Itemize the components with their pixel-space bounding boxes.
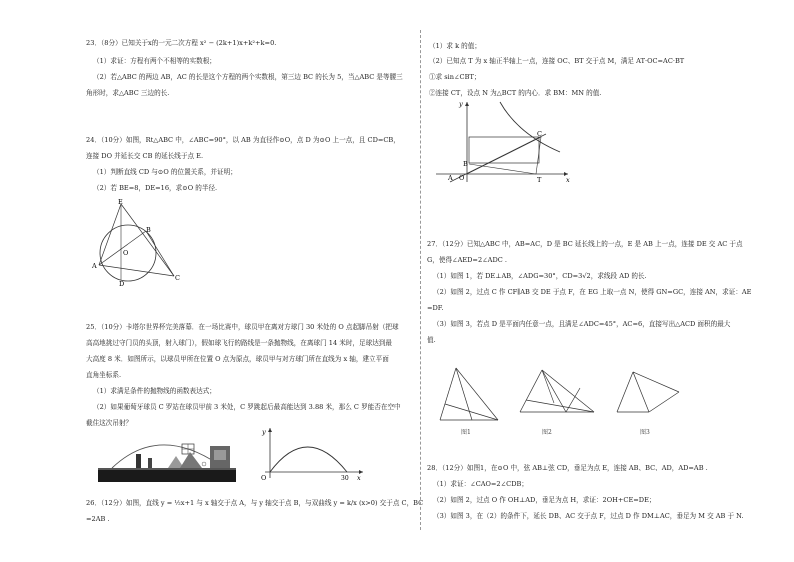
q25-tick-30: 30 <box>341 475 349 482</box>
q23-part2: （2）若△ABC 的两边 AB，AC 的长是这个方程的两个实数根，第三边 BC 的长为 5，当△ABC 是等腰三 <box>93 73 403 81</box>
q27-fig2-label: 图2 <box>542 429 552 436</box>
right-column <box>421 0 794 562</box>
q24-label-C: C <box>175 274 180 282</box>
q24-stem: 24．（10分）如图，Rt△ABC 中，∠ABC=90°，以 AB 为直径作⊙O，点 D 为⊙O 上一点，且 CD=CB， <box>86 136 400 144</box>
q27-fig3-label: 图3 <box>640 429 650 436</box>
q26-part2-b: ②连接 CT，设点 N 为△BCT 的内心．求 BM：MN 的值. <box>429 89 602 97</box>
q27-figure-2 <box>514 366 598 420</box>
q26-label-x: x <box>566 176 570 184</box>
q26-stem: 26．（12分）如图，直线 y = ½x+1 与 x 轴交于点 A，与 y 轴交于点 B，与双曲线 y = k/x (x>0) 交于点 C，BC <box>86 499 424 507</box>
q27-figure-1 <box>434 364 508 426</box>
q24-label-O: O <box>123 249 129 257</box>
q24-label-E: E <box>118 198 123 206</box>
q24-stem-cont: 连接 DO 并延长交 CB 的延长线于点 E. <box>86 152 204 160</box>
q26-label-y: y <box>459 100 463 108</box>
q24-part1: （1）判断直线 CD 与⊙O 的位置关系，并证明； <box>93 168 237 176</box>
q28-part2: （2）如图 2，过点 O 作 OH⊥AD，垂足为点 H，求证：2OH+CE=DE； <box>433 496 656 504</box>
q26-part2: （2）已知点 T 为 x 轴正半轴上一点，连接 OC、BT 交于点 M，满足 AT·OC=AC·BT <box>429 57 685 65</box>
q27-part3: （3）如图 3，若点 D 是平面内任意一点，且满足∠ADC=45°，AC=6，直接写出△ACD 面积的最大 <box>433 320 731 328</box>
q23-stem: 23．（8分）已知关于x的一元二次方程 x² − (2k+1)x+k²+k=0. <box>86 39 277 47</box>
q27-fig1-label: 图1 <box>461 429 471 436</box>
q24-label-A: A <box>92 262 97 270</box>
q27-stem: 27．（12分）已知△ABC 中，AB=AC，D 是 BC 延长线上的一点，E 是 AB 上一点，连接 DE 交 AC 于点 <box>427 240 743 248</box>
q28-stem: 28．（12分）如图1，在⊙O 中，弦 AB⊥弦 CD，垂足为点 E，连接 AB、BC、AD，AD=AB . <box>427 464 708 472</box>
q27-part2: （2）如图 2，过点 C 作 CF∥AB 交 DE 于点 F，在 EG 上取一点 N，使得 GN=GC，连接 AN，求证：AE <box>433 288 752 296</box>
q26-label-A: A <box>448 174 453 182</box>
q24-label-D: D <box>119 280 125 288</box>
q27-part2-cont: =DF. <box>427 304 444 312</box>
q25-line2: 高高地挑过守门员的头顶，射入球门），假如球飞行的路线是一条抛物线，在离球门 14 米时，足球达到最 <box>86 339 392 347</box>
q23-part2-cont: 角形时，求△ABC 三边的长. <box>86 89 170 97</box>
q25-axis-x: x <box>357 474 361 482</box>
q24-part2: （2）若 BE=8，DE=16，求⊙O 的半径. <box>93 184 218 192</box>
q27-part3-cont: 值. <box>427 336 436 344</box>
q25-part2-cont: 截住这次吊射？ <box>86 419 133 427</box>
q27-stem-cont: G，使得∠AED=2∠ADC . <box>427 256 507 264</box>
q28-part3: （3）如图 3，在（2）的条件下，延长 DB、AC 交于点 F，过点 D 作 DM⊥AC，垂足为 M 交 AB 于 N. <box>433 512 744 520</box>
q26-label-C: C <box>537 130 542 138</box>
q25-line4: 直角坐标系. <box>86 371 122 379</box>
q25-parabola-graph <box>255 424 367 484</box>
q25-axis-y: y <box>262 428 266 436</box>
q26-figure <box>434 98 574 184</box>
q26-label-B: B <box>463 160 468 168</box>
q25-line1: 25．（10分）卡塔尔世界杯完美落幕．在一场比赛中，球员甲在离对方球门 30 米处的 O 点起脚吊射（把球 <box>86 323 399 331</box>
q27-figure-3 <box>611 368 685 420</box>
q26-label-T: T <box>537 176 542 184</box>
q25-stadium-illustration <box>98 430 236 482</box>
q26-label-O: O <box>459 174 465 182</box>
q26-part2-a: ①求 sin∠CBT； <box>429 73 481 81</box>
q27-part1: （1）如图 1，若 DE⊥AB，∠ADG=30°，CD=3√2，求线段 AD 的长. <box>433 272 647 280</box>
q25-line3: 大高度 8 米．如图所示，以球员甲所在位置 O 点为原点，球员甲与对方球门所在直线为 x 轴，建立平面 <box>86 355 389 363</box>
q24-label-B: B <box>146 226 151 234</box>
q24-figure <box>88 196 188 288</box>
q26-part1: （1）求 k 的值； <box>429 42 481 50</box>
q23-part1: （1）求证：方程有两个不相等的实数根； <box>93 57 216 65</box>
q25-part1: （1）求满足条件的抛物线的函数表达式； <box>93 387 216 395</box>
q25-part2: （2）如果葡萄牙球员 C 罗站在球员甲前 3 米处，C 罗跳起后最高能达到 3.88 米，那么 C 罗能否在空中 <box>93 403 401 411</box>
q25-origin: O <box>261 474 267 482</box>
q28-part1: （1）求证：∠CAO=2∠CDB； <box>433 480 528 488</box>
q26-stem-cont: =2AB . <box>86 515 110 523</box>
